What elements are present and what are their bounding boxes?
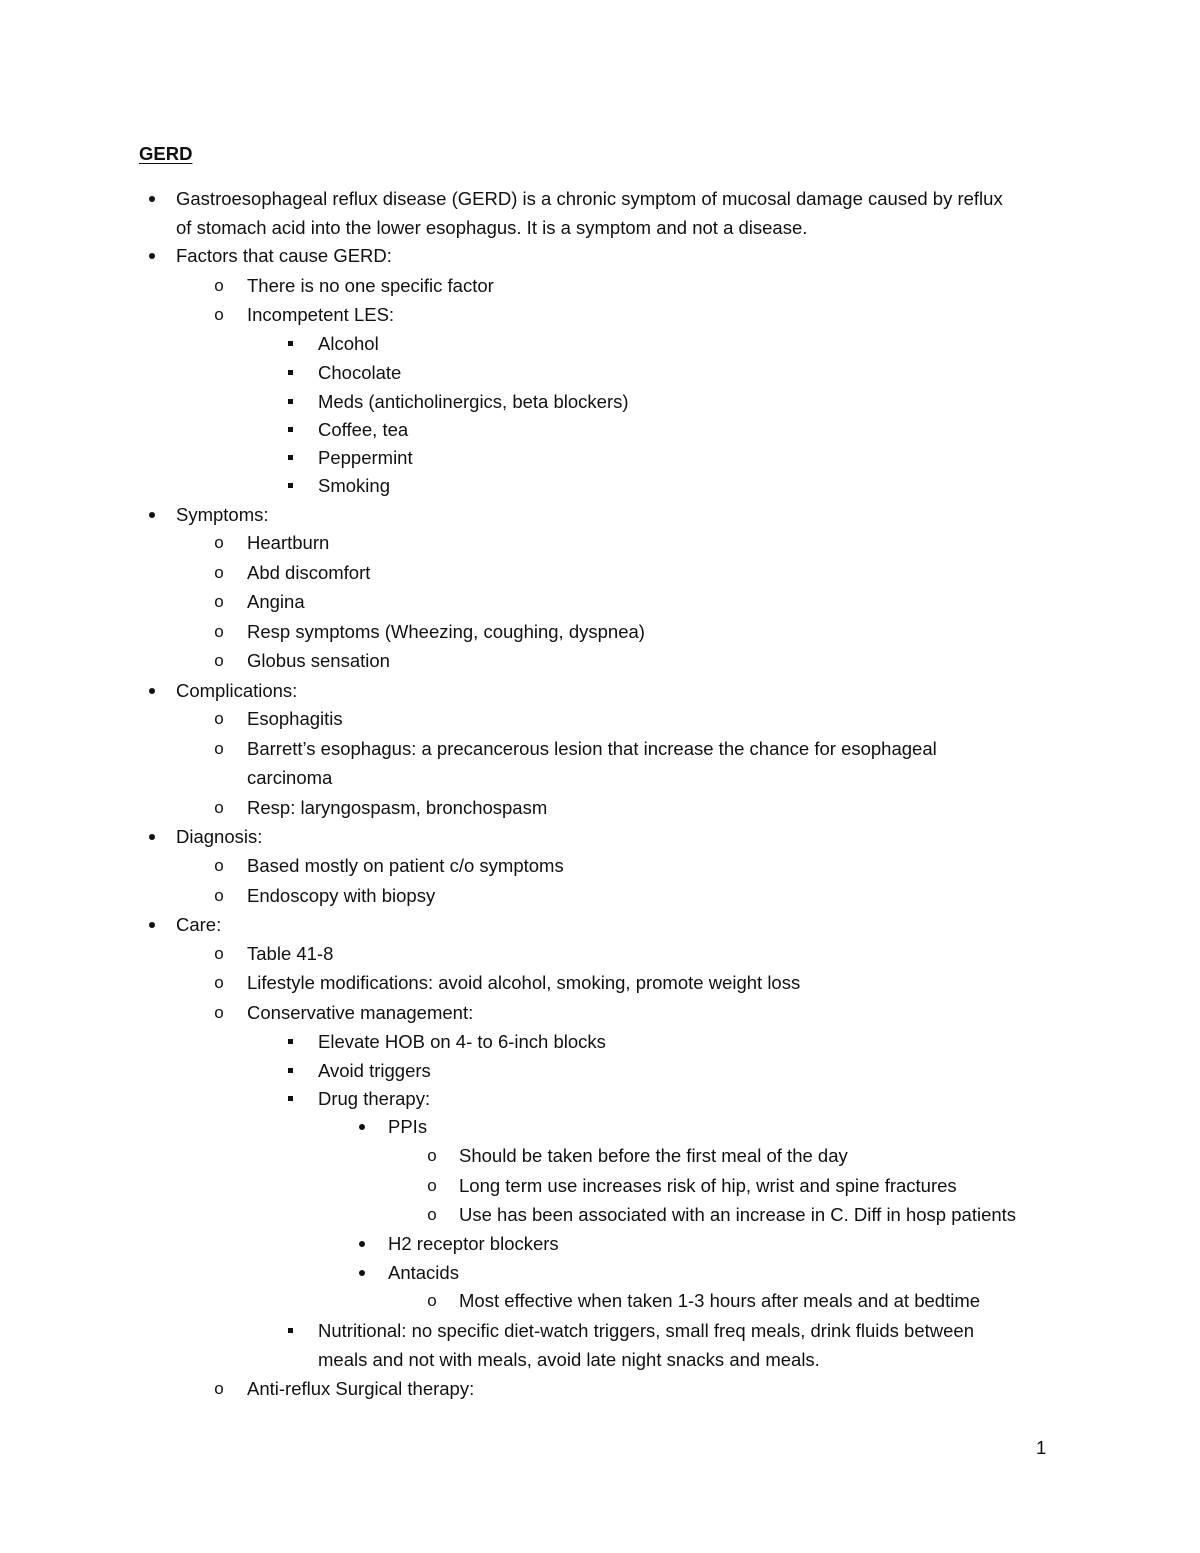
circle-marker-icon: o — [214, 973, 224, 992]
outline-item-text: Incompetent LES: — [247, 304, 395, 325]
circle-marker-icon: o — [427, 1176, 437, 1195]
outline-item-text: Use has been associated with an increase in C. Diff in hosp patients — [459, 1204, 1017, 1225]
bullet-marker-icon — [355, 1233, 369, 1255]
outline-item-text: Alcohol — [318, 333, 379, 354]
outline-item-text: Conservative management: — [247, 1002, 474, 1023]
square-marker-icon — [283, 447, 297, 469]
outline-item-text: Resp symptoms (Wheezing, coughing, dyspnea) — [247, 621, 645, 642]
outline-item-text: Complications: — [176, 680, 298, 701]
outline-item-text: Globus sensation — [247, 650, 390, 671]
circle-marker-icon: o — [214, 856, 224, 875]
square-marker-icon — [283, 333, 297, 355]
outline-item-text: Long term use increases risk of hip, wrist and spine fractures — [459, 1175, 957, 1196]
outline-item-text: Meds (anticholinergics, beta blockers) — [318, 391, 629, 412]
outline-item-text: There is no one specific factor — [247, 275, 494, 296]
circle-marker-icon: o — [214, 276, 224, 295]
outline-item-text: Should be taken before the first meal of the day — [459, 1145, 848, 1166]
page-number: 1 — [1036, 1437, 1047, 1458]
square-marker-icon — [283, 1031, 297, 1053]
circle-marker-icon: o — [214, 709, 224, 728]
square-marker-icon — [283, 1060, 297, 1082]
outline-item-text: Antacids — [388, 1262, 459, 1283]
outline-item-text: Barrett’s esophagus: a precancerous lesion that increase the chance for esophageal — [247, 738, 937, 759]
circle-marker-icon: o — [214, 563, 224, 582]
outline-item-text: Abd discomfort — [247, 562, 371, 583]
outline-item-text: of stomach acid into the lower esophagus. It is a symptom and not a disease. — [176, 217, 808, 238]
outline-item-text: Drug therapy: — [318, 1088, 431, 1109]
circle-marker-icon: o — [214, 886, 224, 905]
circle-marker-icon: o — [427, 1146, 437, 1165]
circle-marker-icon: o — [214, 533, 224, 552]
outline-item-text: Chocolate — [318, 362, 402, 383]
outline-item-text: Diagnosis: — [176, 826, 263, 847]
outline-item-text: Avoid triggers — [318, 1060, 431, 1081]
circle-marker-icon: o — [214, 798, 224, 817]
square-marker-icon — [283, 1088, 297, 1110]
outline-item-text: Peppermint — [318, 447, 413, 468]
outline-item-text: PPIs — [388, 1116, 428, 1137]
circle-marker-icon: o — [214, 622, 224, 641]
outline-item-text: Care: — [176, 914, 222, 935]
outline-item-text: Based mostly on patient c/o symptoms — [247, 855, 564, 876]
circle-marker-icon: o — [214, 305, 224, 324]
outline-item-text: Factors that cause GERD: — [176, 245, 392, 266]
square-marker-icon — [283, 1320, 297, 1342]
outline-item-text: Symptoms: — [176, 504, 269, 525]
circle-marker-icon: o — [427, 1291, 437, 1310]
bullet-marker-icon — [145, 504, 159, 526]
outline-item-text: carcinoma — [247, 767, 333, 788]
bullet-marker-icon — [355, 1116, 369, 1138]
outline-item-text: Most effective when taken 1-3 hours after meals and at bedtime — [459, 1290, 981, 1311]
outline-item-text: Nutritional: no specific diet-watch triggers, small freq meals, drink fluids between — [318, 1320, 975, 1341]
circle-marker-icon: o — [427, 1205, 437, 1224]
outline-item-text: Heartburn — [247, 532, 330, 553]
outline-item-text: Table 41-8 — [247, 943, 334, 964]
bullet-marker-icon — [145, 914, 159, 936]
outline-item-text: meals and not with meals, avoid late night snacks and meals. — [318, 1349, 820, 1370]
square-marker-icon — [283, 419, 297, 441]
bullet-marker-icon — [145, 188, 159, 210]
square-marker-icon — [283, 391, 297, 413]
outline-item-text: Anti-reflux Surgical therapy: — [247, 1378, 475, 1399]
circle-marker-icon: o — [214, 944, 224, 963]
outline-item-text: Esophagitis — [247, 708, 343, 729]
outline-item-text: Endoscopy with biopsy — [247, 885, 436, 906]
bullet-marker-icon — [355, 1262, 369, 1284]
circle-marker-icon: o — [214, 1379, 224, 1398]
bullet-marker-icon — [145, 680, 159, 702]
square-marker-icon — [283, 362, 297, 384]
circle-marker-icon: o — [214, 1003, 224, 1022]
circle-marker-icon: o — [214, 739, 224, 758]
outline-item-text: Angina — [247, 591, 305, 612]
outline-item-text: Elevate HOB on 4- to 6-inch blocks — [318, 1031, 606, 1052]
bullet-marker-icon — [145, 245, 159, 267]
circle-marker-icon: o — [214, 592, 224, 611]
square-marker-icon — [283, 475, 297, 497]
outline-item-text: Resp: laryngospasm, bronchospasm — [247, 797, 548, 818]
circle-marker-icon: o — [214, 651, 224, 670]
outline-item-text: H2 receptor blockers — [388, 1233, 559, 1254]
document-title: GERD — [139, 143, 193, 164]
outline-item-text: Gastroesophageal reflux disease (GERD) is a chronic symptom of mucosal damage caused by reflux — [176, 188, 1003, 209]
outline-item-text: Smoking — [318, 475, 390, 496]
outline-item-text: Lifestyle modifications: avoid alcohol, smoking, promote weight loss — [247, 972, 801, 993]
outline-item-text: Coffee, tea — [318, 419, 409, 440]
bullet-marker-icon — [145, 826, 159, 848]
